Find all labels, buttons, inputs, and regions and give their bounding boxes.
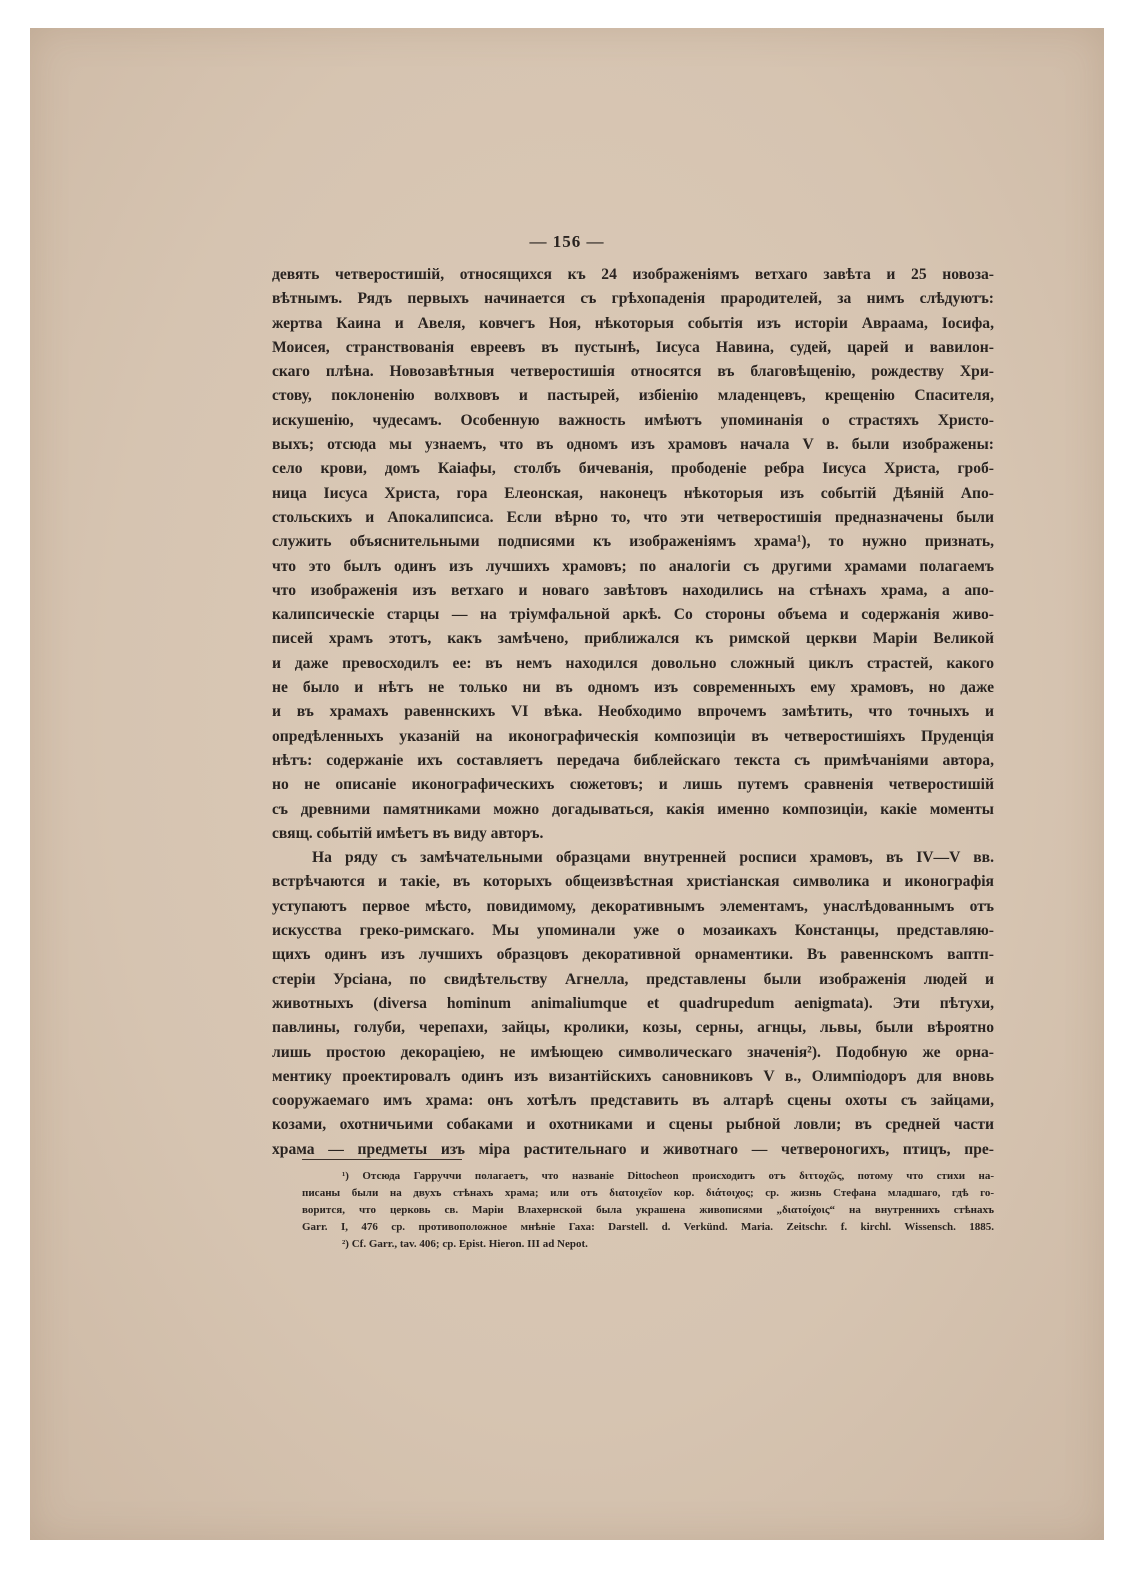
text-line: и въ храмахъ равеннскихъ VI вѣка. Необходимо впрочемъ замѣтить, что точныхъ и	[272, 703, 994, 721]
footnote-line: ¹) Отсюда Гарруччи полагаетъ, что названіе Dittocheon происходитъ отъ διττοχῶς, потому что стихи на-	[342, 1170, 994, 1182]
text-line: стову, поклоненію волхвовъ и пастырей, избіенію младенцевъ, крещенію Спасителя,	[272, 387, 994, 405]
footnotes	[302, 1168, 994, 1253]
text-line: выхъ; отсюда мы узнаемъ, что въ одномъ изъ храмовъ начала V в. были изображены:	[272, 436, 994, 454]
text-line: козами, охотничьими собаками и охотниками и сцены рыбной ловли; въ средней части	[272, 1116, 994, 1134]
text-line: щихъ одинъ изъ лучшихъ образцовъ декоративной орнаментики. Въ равеннскомъ ваптп-	[272, 946, 994, 964]
text-line: ница Іисуса Христа, гора Елеонская, наконецъ нѣкоторыя изъ событій Дѣяній Апо-	[272, 484, 994, 502]
text-line: стольскихъ и Апокалипсиса. Если вѣрно то, что эти четверостишія предназначены были	[272, 508, 994, 526]
footnote-line: ²) Cf. Garr., tav. 406; ср. Epist. Hieron. III ad Nepot.	[342, 1238, 588, 1250]
text-line: село крови, домъ Каіафы, столбъ бичеванія, прободеніе ребра Іисуса Христа, гроб-	[272, 460, 994, 478]
text-line: Моисея, странствованія евреевъ въ пустынѣ, Іисуса Навина, судей, царей и вавилон-	[272, 338, 994, 356]
text-line: калипсическіе старцы — на тріумфальной аркѣ. Со стороны объема и содержанія живо-	[272, 606, 994, 624]
text-line: храма — предметы изъ міра растительнаго и животнаго — четвероногихъ, птицъ, пре-	[272, 1140, 994, 1158]
text-line: нѣтъ: содержаніе ихъ составляетъ передача библейскаго текста съ примѣчаніями автора,	[272, 751, 994, 769]
text-line: скаго плѣна. Новозавѣтныя четверостишія относятся въ благовѣщенію, рождеству Хри-	[272, 363, 994, 381]
text-line: животныхъ (diversa hominum animaliumque et quadrupedum aenigmata). Эти пѣтухи,	[272, 994, 994, 1012]
footnote-line: ворится, что церковь св. Маріи Влахернской была украшена живописями „διατοίχοις“ на внутреннихъ стѣнахъ	[302, 1204, 994, 1216]
text-line: и даже превосходилъ ее: въ немъ находился довольно сложный циклъ страстей, какого	[272, 654, 994, 672]
text-line: искусства греко-римскаго. Мы упоминали уже о мозаикахъ Констанцы, представляю-	[272, 922, 994, 940]
text-line: что изображенія изъ ветхаго и новаго завѣтовъ находились на стѣнахъ храма, а апо-	[272, 581, 994, 599]
text-line: не было и нѣтъ не только ни въ одномъ изъ современныхъ ему храмовъ, но даже	[272, 679, 994, 697]
text-line: что это былъ одинъ изъ лучшихъ храмовъ; по аналогіи съ другими храмами полагаемъ	[272, 557, 994, 575]
text-line: служить объяснительными подписями къ изображеніямъ храма¹), то нужно признать,	[272, 533, 994, 551]
text-line: уступаютъ первое мѣсто, повидимому, декоративнымъ элементамъ, унаслѣдованнымъ отъ	[272, 897, 994, 915]
text-line: писей храмъ этотъ, какъ замѣчено, приближался къ римской церкви Маріи Великой	[272, 630, 994, 648]
footnote-line: Garr. I, 476 ср. противоположное мнѣніе Гаха: Darstell. d. Verkünd. Maria. Zeitschr. f. kirchl. Wissensch. 1885.	[302, 1221, 994, 1233]
text-line: встрѣчаются и такіе, въ которыхъ общеизвѣстная христіанская символика и иконографія	[272, 873, 994, 891]
footnote-line: писаны были на двухъ стѣнахъ храма; или отъ διατοιχεῖον кор. διάτοιχος; ср. жизнь Стефана младшаго, гдѣ го-	[302, 1187, 994, 1199]
text-line: ментику проектировалъ одинъ изъ византійскихъ сановниковъ V в., Олимпіодоръ для вновь	[272, 1067, 994, 1085]
text-line: опредѣленныхъ указаній на иконографическія композиціи въ четверостишіяхъ Пруденція	[272, 727, 994, 745]
text-line: стеріи Урсіана, по свидѣтельству Агнелла, представлены были изображенія людей и	[272, 970, 994, 988]
footnote-divider	[302, 1159, 462, 1160]
text-line: сооружаемаго имъ храма: онъ хотѣлъ представить въ алтарѣ сцены охоты съ зайцами,	[272, 1092, 994, 1110]
text-line: павлины, голуби, черепахи, зайцы, кролики, козы, серны, агнцы, львы, были вѣроятно	[272, 1019, 994, 1037]
page-number: — 156 —	[529, 232, 605, 251]
text-line: девять четверостишій, относящихся къ 24 изображеніямъ ветхаго завѣта и 25 новоза-	[272, 266, 994, 283]
text-line: съ древними памятниками можно догадываться, какія именно композиціи, какіе моменты	[272, 800, 994, 818]
body-text	[272, 263, 994, 1162]
text-line: На ряду съ замѣчательными образцами внутренней росписи храмовъ, въ IV—V вв.	[312, 849, 994, 867]
text-line: свящ. событій имѣетъ въ виду авторъ.	[272, 824, 544, 842]
text-line: но не описаніе иконографическихъ сюжетовъ; и лишь путемъ сравненія четверостишій	[272, 776, 994, 794]
text-line: вѣтнымъ. Рядъ первыхъ начинается съ грѣхопаденія прародителей, за нимъ слѣдуютъ:	[272, 290, 994, 308]
scanned-page	[30, 28, 1104, 1540]
text-line: искушенію, чудесамъ. Особенную важность имѣютъ упоминанія о страстяхъ Христо-	[272, 411, 994, 429]
text-line: лишь простою декораціею, не имѣющею символическаго значенія²). Подобную же орна-	[272, 1043, 994, 1061]
text-line: жертва Каина и Авеля, ковчегъ Ноя, нѣкоторыя событія изъ исторіи Авраама, Іосифа,	[272, 314, 994, 332]
